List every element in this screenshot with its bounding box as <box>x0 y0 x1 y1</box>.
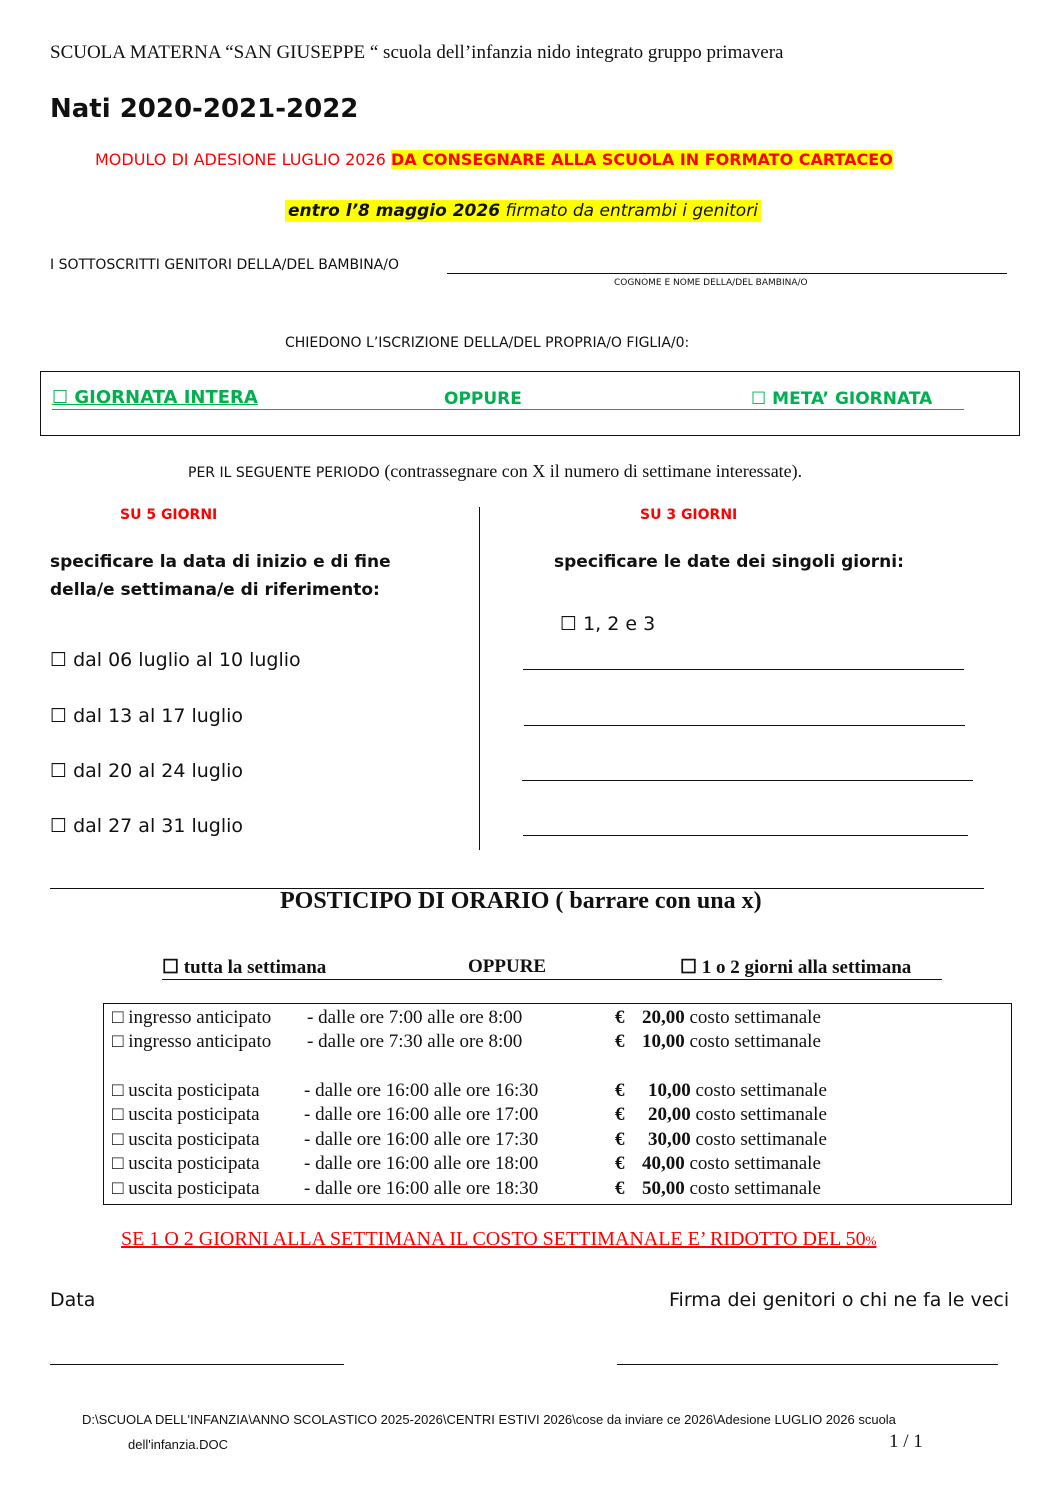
cost-label: costo settimanale <box>690 1104 827 1125</box>
five-days-instruction-1: specificare la data di inizio e di fine <box>50 552 391 572</box>
attendance-oppure: OPPURE <box>444 389 522 409</box>
posticipo-option-week[interactable]: ☐ tutta la settimana <box>162 957 327 978</box>
posticipo-option-days[interactable]: ☐ 1 o 2 giorni alla settimana <box>680 957 912 978</box>
page-title: Nati 2020-2021-2022 <box>50 94 359 124</box>
period-label-note: (contrassegnare con X il numero di settimane interessate). <box>379 461 803 481</box>
posticipo-oppure: OPPURE <box>468 956 547 977</box>
cost-label: costo settimanale <box>684 1153 821 1174</box>
cost-time: - dalle ore 16:00 alle ore 17:30 <box>304 1129 539 1150</box>
cost-time: - dalle ore 16:00 alle ore 17:00 <box>304 1104 539 1125</box>
cost-row[interactable] <box>112 1104 1012 1128</box>
cost-type: □ ingresso anticipato <box>112 1031 272 1052</box>
euro-sign: € <box>615 1104 625 1125</box>
three-days-date-field-1[interactable] <box>523 669 964 670</box>
euro-sign: € <box>615 1153 625 1174</box>
cost-label: costo settimanale <box>690 1129 827 1150</box>
request-label: CHIEDONO L’ISCRIZIONE DELLA/DEL PROPRIA/O FIGLIA/0: <box>285 335 690 351</box>
parents-label: I SOTTOSCRITTI GENITORI DELLA/DEL BAMBINA/O <box>50 257 399 273</box>
week-option-1[interactable]: ☐ dal 06 luglio al 10 luglio <box>50 649 301 671</box>
cost-amount: 10,00 <box>648 1080 691 1101</box>
child-name-caption: COGNOME E NOME DELLA/DEL BAMBINA/O <box>614 278 808 288</box>
cost-time: - dalle ore 7:30 alle ore 8:00 <box>307 1031 523 1052</box>
deadline-rest: firmato da entrambi i genitori <box>500 201 758 221</box>
file-path-continued: dell'infanzia.DOC <box>128 1437 229 1452</box>
three-days-option[interactable]: ☐ 1, 2 e 3 <box>560 613 656 635</box>
three-days-date-field-4[interactable] <box>523 835 968 836</box>
cost-row[interactable] <box>112 1031 1012 1055</box>
signature-label: Firma dei genitori o chi ne fa le veci <box>669 1289 1010 1311</box>
cost-type: □ uscita posticipata <box>112 1104 260 1125</box>
option-full-day[interactable]: ☐ GIORNATA INTERA <box>52 387 258 408</box>
option-half-day[interactable]: ☐ META’ GIORNATA <box>751 389 933 409</box>
form-notice-module: MODULO DI ADESIONE LUGLIO 2026 <box>95 150 391 169</box>
cost-type: □ ingresso anticipato <box>112 1007 272 1028</box>
five-days-heading: SU 5 GIORNI <box>120 507 218 523</box>
reduction-note-text: SE 1 O 2 GIORNI ALLA SETTIMANA IL COSTO SETTIMANALE E’ RIDOTTO DEL 50 <box>121 1228 866 1250</box>
posticipo-title: POSTICIPO DI ORARIO ( barrare con una x) <box>280 888 762 914</box>
cost-time: - dalle ore 7:00 alle ore 8:00 <box>307 1007 523 1028</box>
euro-sign: € <box>615 1007 625 1028</box>
form-notice-delivery: DA CONSEGNARE ALLA SCUOLA IN FORMATO CARTACEO <box>390 150 893 169</box>
child-name-field[interactable] <box>447 273 1007 274</box>
cost-time: - dalle ore 16:00 alle ore 18:00 <box>304 1153 539 1174</box>
cost-amount: 50,00 <box>642 1178 685 1199</box>
column-divider <box>479 507 480 850</box>
cost-row[interactable] <box>112 1153 1012 1177</box>
euro-sign: € <box>615 1031 625 1052</box>
period-label <box>188 461 802 482</box>
cost-label: costo settimanale <box>684 1031 821 1052</box>
date-label: Data <box>50 1289 96 1311</box>
cost-amount: 40,00 <box>642 1153 685 1174</box>
euro-sign: € <box>615 1080 625 1101</box>
deadline-notice <box>285 200 761 222</box>
cost-type: □ uscita posticipata <box>112 1080 260 1101</box>
cost-row[interactable] <box>112 1080 1012 1104</box>
cost-amount: 10,00 <box>642 1031 685 1052</box>
cost-amount: 20,00 <box>648 1104 691 1125</box>
cost-type: □ uscita posticipata <box>112 1153 260 1174</box>
attendance-underline <box>52 409 964 410</box>
cost-row[interactable] <box>112 1007 1012 1031</box>
three-days-date-field-3[interactable] <box>522 780 973 781</box>
three-days-instruction: specificare le date dei singoli giorni: <box>554 552 904 572</box>
cost-row[interactable] <box>112 1178 1012 1202</box>
form-notice <box>95 150 893 169</box>
cost-time: - dalle ore 16:00 alle ore 18:30 <box>304 1178 539 1199</box>
cost-type: □ uscita posticipata <box>112 1178 260 1199</box>
reduction-note <box>121 1228 876 1251</box>
five-days-instruction-2: della/e settimana/e di riferimento: <box>50 580 380 600</box>
posticipo-underline <box>162 979 942 980</box>
cost-type: □ uscita posticipata <box>112 1129 260 1150</box>
cost-label: costo settimanale <box>690 1080 827 1101</box>
euro-sign: € <box>615 1129 625 1150</box>
reduction-percent: % <box>865 1233 877 1248</box>
page-number: 1 / 1 <box>889 1431 923 1452</box>
three-days-date-field-2[interactable] <box>524 725 965 726</box>
euro-sign: € <box>615 1178 625 1199</box>
cost-row[interactable] <box>112 1129 1012 1153</box>
cost-amount: 30,00 <box>648 1129 691 1150</box>
cost-label: costo settimanale <box>684 1178 821 1199</box>
period-label-caps: PER IL SEGUENTE PERIODO <box>188 465 380 481</box>
signature-field[interactable] <box>617 1364 998 1365</box>
week-option-2[interactable]: ☐ dal 13 al 17 luglio <box>50 705 244 727</box>
cost-amount: 20,00 <box>642 1007 685 1028</box>
deadline-date: entro l’8 maggio 2026 <box>288 201 501 221</box>
three-days-heading: SU 3 GIORNI <box>640 507 738 523</box>
week-option-4[interactable]: ☐ dal 27 al 31 luglio <box>50 815 244 837</box>
date-field[interactable] <box>50 1364 344 1365</box>
school-name: SCUOLA MATERNA “SAN GIUSEPPE “ scuola dell’infanzia nido integrato gruppo primavera <box>50 42 784 63</box>
cost-label: costo settimanale <box>684 1007 821 1028</box>
week-option-3[interactable]: ☐ dal 20 al 24 luglio <box>50 760 244 782</box>
cost-time: - dalle ore 16:00 alle ore 16:30 <box>304 1080 539 1101</box>
file-path: D:\SCUOLA DELL'INFANZIA\ANNO SCOLASTICO 2025-2026\CENTRI ESTIVI 2026\cose da inviare ce 2026\Adesione LUGLIO 2026 scuola <box>82 1412 896 1427</box>
